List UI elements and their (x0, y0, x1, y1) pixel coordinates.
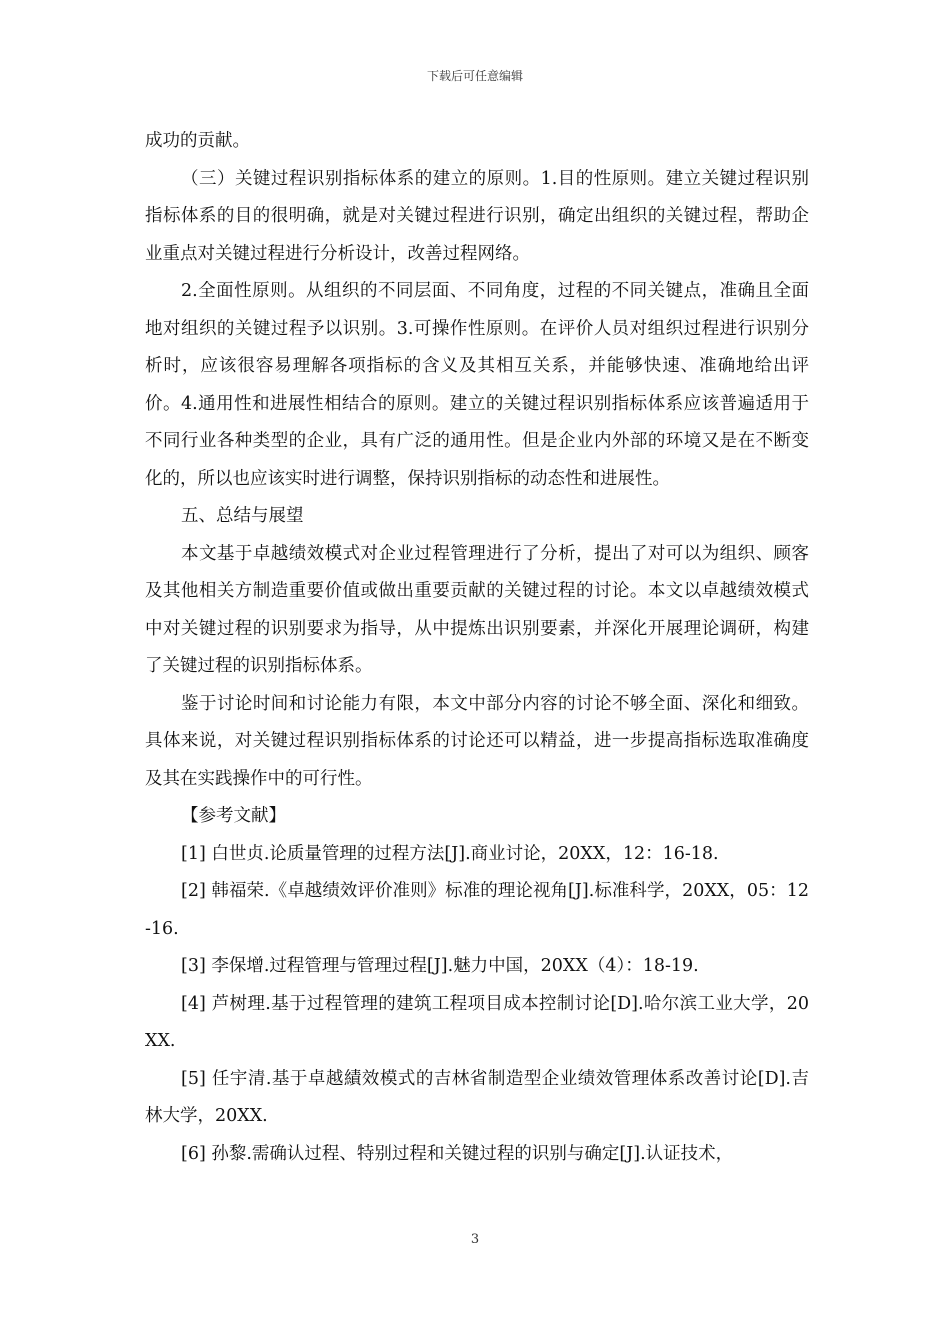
paragraph-principles-detail: 2.全面性原则。从组织的不同层面、不同角度，过程的不同关键点，准确且全面地对组织的关键过程予以识别。3.可操作性原则。在评价人员对组织过程进行识别分析时，应该很容易理解各项指标的含义及其相互关系，并能够快速、准确地给出评价。4.通用性和进展性相结合的原则。建立的关键过程识别指标体系应该普遍适用于不同行业各种类型的企业，具有广泛的通用性。但是企业内外部的环境又是在不断变化的，所以也应该实时进行调整，保持识别指标的动态性和进展性。 (145, 281, 809, 489)
paragraph-conclusion-limitations: 鉴于讨论时间和讨论能力有限，本文中部分内容的讨论不够全面、深化和细致。具体来说，对关键过程识别指标体系的讨论还可以精益，进一步提高指标选取准确度及其在实践操作中的可行性。 (145, 693, 809, 789)
reference-item: [1] 白世贞.论质量管理的过程方法[J].商业讨论，20XX，12：16-18. (181, 843, 719, 864)
reference-item: [2] 韩福荣.《卓越绩效评价准则》标准的理论视角[J].标准科学，20XX，05：12-16. (145, 881, 809, 939)
reference-item: [4] 芦树理.基于过程管理的建筑工程项目成本控制讨论[D].哈尔滨工业大学，20XX. (145, 993, 809, 1051)
reference-item: [3] 李保增.过程管理与管理过程[J].魅力中国，20XX（4）：18-19. (181, 956, 699, 976)
reference-item: [5] 任宇清.基于卓越績效模式的吉林省制造型企业绩效管理体系改善讨论[D].吉林大学，20XX. (145, 1068, 809, 1126)
page-number: 3 (470, 1232, 480, 1247)
references-heading: 【参考文献】 (181, 806, 286, 826)
page-header-note: 下载后可任意编辑 (426, 69, 523, 83)
section-heading-conclusion: 五、总结与展望 (181, 506, 304, 526)
reference-item: [6] 孙黎.需确认过程、特别过程和关键过程的识别与确定[J].认证技术， (181, 1143, 734, 1164)
paragraph-conclusion-summary: 本文基于卓越绩效模式对企业过程管理进行了分析，提出了对可以为组织、顾客及其他相关方制造重要价值或做出重要贡献的关键过程的讨论。本文以卓越绩效模式中对关键过程的识别要求为指导，从中提炼出识别要素，并深化开展理论调研，构建了关键过程的识别指标体系。 (145, 543, 809, 676)
paragraph-principles-intro: （三）关键过程识别指标体系的建立的原则。1.目的性原则。建立关键过程识别指标体系的目的很明确，就是对关键过程进行识别，确定出组织的关键过程，帮助企业重点对关键过程进行分析设计，改善过程网络。 (145, 168, 809, 264)
paragraph-continuation: 成功的贡献。 (145, 131, 250, 151)
document-body (145, 123, 809, 1173)
